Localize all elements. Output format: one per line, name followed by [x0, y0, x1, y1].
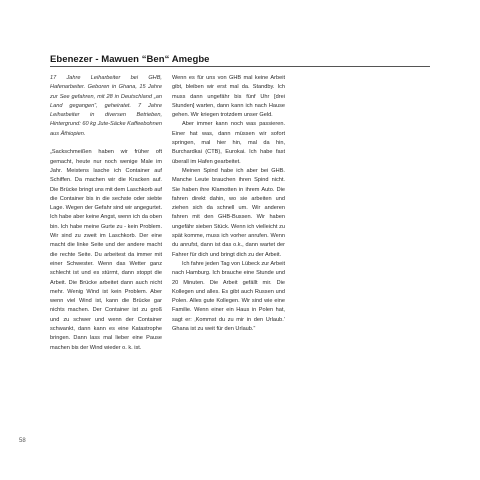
right-column — [172, 74, 285, 334]
title-divider — [50, 66, 430, 67]
body-paragraph: „Sackschmeißen haben wir früher oft gemacht, heute nur noch wenige Male im Jahr. Meistens lasche ich Container auf Schiffen. Da machen wir die Kracken auf. Die Brücke bringt uns mit dem Laschkorb auf die Container bis in die sechste oder siebte Lage. Wegen der Gefahr sind wir angegurtet. Ich habe aber keine Angst, wenn ich da oben bin. Ich habe meine Gurte zu - kein Problem. Wir sind zu zweit im Laschkorb. Der eine macht die linke Seite und der andere macht die rechte Seite. Du arbeitest da immer mit einer Schwester. Wenn das Wetter ganz schlecht ist und es stürmt, dann stoppt die Arbeit. Die Brücke arbeitet dann auch nicht mehr. Wenig Wind ist kein Problem. Aber wenn viel Wind ist, kann die Brücke gar nichts machen. Der Container ist zu groß und zu schwer und wenn der Container schwankt, dann kann es eine Katastrophe bringen. Dann lass mal lieber eine Pause machen bis der Wind wieder o. k. ist. — [50, 149, 162, 351]
intro-paragraph: 17 Jahre Leiharbeiter bei GHB, Hafenarbeiter. Geboren in Ghana, 15 Jahre zur See gefahren, mit 28 in Deutschland „an Land gegangen“, geheiratet. 7 Jahre Leiharbeiter in diversen Betrieben, Hintergrund: 60 kg Jute-Säcke Kaffeebohnen aus Äthiopien. — [50, 75, 162, 137]
article-title: Ebenezer - Mawuen “Ben“ Amegbe — [50, 54, 210, 65]
body-paragraph: Meinen Spind habe ich aber bei GHB. Manche Leute brauchen ihren Spind nicht. Sie haben ihre Klamotten in ihrem Auto. Die fahren direkt dahin, wo sie arbeiten und ziehen sich da schnell um. Wir anderen fahren mit den GHB-Bussen. Wir haben ungefähr sieben Stück. Wenn ich vielleicht zu spät komme, muss ich vorher anrufen. Wenn du anrufst, dann ist das o.k., dann wartet der Fahrer für dich und bringt dich zu der Arbeit. — [172, 167, 285, 258]
body-paragraph: Wenn es für uns von GHB mal keine Arbeit gibt, bleiben wir erst mal da. Standby. Ich muss dann ungefähr bis fünf Uhr [drei Stunden] warten, dann kann ich nach Hause gehen. Wir kriegen trotzdem unser Geld. — [172, 75, 285, 119]
left-column — [50, 74, 162, 353]
page-number: 58 — [19, 438, 26, 444]
paragraph-gap — [50, 139, 162, 148]
body-paragraph: Aber immer kann noch was passieren. Einer hat was, dann müssen wir sofort springen, mal hier hin, mal da hin, Burchardkai (CTB), Eurokai. Ich habe fast überall im Hafen gearbeitet. — [172, 121, 285, 165]
body-paragraph: Ich fahre jeden Tag von Lübeck zur Arbeit nach Hamburg. Ich brauche eine Stunde und 20 Minuten. Die Arbeit gefällt mir. Die Kollegen und alles. Es gibt auch Russen und Polen. Alles gute Kollegen. Wir sind wie eine Familie. Wenn einer ein Haus in Polen hat, sagt er: ‚Kommst du zu mir in den Urlaub.‘ Ghana ist zu weit für den Urlaub.“ — [172, 260, 285, 333]
